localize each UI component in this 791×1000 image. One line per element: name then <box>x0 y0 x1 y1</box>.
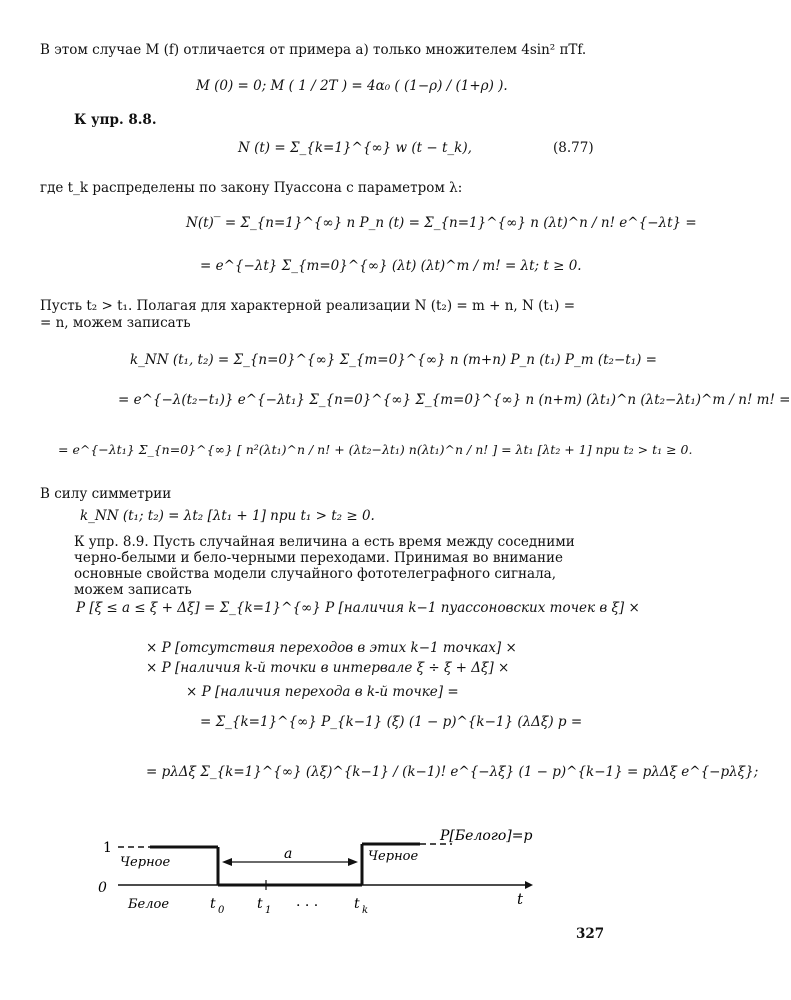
equation-mean-2: = e^{−λt} Σ_{m=0}^{∞} (λt) (λt)^m / m! = λt; t ≥ 0. <box>200 258 582 274</box>
interval-arrow-left-head <box>222 858 232 866</box>
equation-8-77: N (t) = Σ_{k=1}^{∞} w (t − t_k), <box>238 140 472 156</box>
level-one-label: 1 <box>103 840 112 856</box>
black-label-right: Черное <box>368 849 419 864</box>
equation-mean-1: N(t)‾ = Σ_{n=1}^{∞} n P_n (t) = Σ_{n=1}^{∞} n (λt)^n / n! e^{−λt} = <box>186 215 697 231</box>
equation-prob-5: = Σ_{k=1}^{∞} P_{k−1} (ξ) (1 − p)^{k−1} (λΔξ) p = <box>200 714 583 730</box>
exercise-text-8-9: К упр. 8.9. Пусть случайная величина a есть время между соседними черно-белыми и бело-черными переходами. Принимая во внимание основные свойства модели случайного фототелеграфного сигнала, можем записать <box>74 534 575 598</box>
equation-prob-6: = pλΔξ Σ_{k=1}^{∞} (λξ)^{k−1} / (k−1)! e^{−λξ} (1 − p)^{k−1} = pλΔξ e^{−pλξ}; <box>146 764 759 780</box>
equation-prob-1: P [ξ ≤ a ≤ ξ + Δξ] = Σ_{k=1}^{∞} P [наличия k−1 пуассоновских точек в ξ] × <box>76 600 640 616</box>
equation-knn-symmetric: k_NN (t₁; t₂) = λt₂ [λt₁ + 1] при t₁ > t₂ ≥ 0. <box>80 508 375 524</box>
page-number: 327 <box>576 926 605 942</box>
tick-label-t0: t <box>210 896 216 912</box>
equation-m0: M (0) = 0; M ( 1 / 2T ) = 4α₀ ( (1−ρ) / (1+ρ) ). <box>196 78 508 94</box>
equation-knn-2: = e^{−λ(t₂−t₁)} e^{−λt₁} Σ_{n=0}^{∞} Σ_{m=0}^{∞} n (n+m) (λt₁)^n (λt₂−λt₁)^m / n! m! = <box>118 392 791 408</box>
exercise-heading-8-8: К упр. 8.8. <box>74 112 157 128</box>
equation-prob-3: × P [наличия k-й точки в интервале ξ ÷ ξ + Δξ] × <box>146 660 510 676</box>
probability-label: P[Белого]=p <box>440 828 533 844</box>
tick-ellipsis: . . . <box>296 894 319 910</box>
interval-arrow-right-head <box>348 858 358 866</box>
black-label-left: Черное <box>120 855 171 870</box>
axis-arrowhead <box>525 881 533 889</box>
text-line-symmetry: В силу симметрии <box>40 486 172 502</box>
equation-knn-3: = e^{−λt₁} Σ_{n=0}^{∞} [ n²(λt₁)^n / n! + (λt₂−λt₁) n(λt₁)^n / n! ] = λt₁ [λt₂ + 1] при t₂ > t₁ ≥ 0. <box>58 442 693 457</box>
white-label: Белое <box>128 897 170 912</box>
tick-sub-k: k <box>362 905 369 916</box>
tick-sub-1: 1 <box>265 905 272 916</box>
text-line-assume: Пусть t₂ > t₁. Полагая для характерной реализации N (t₂) = m + n, N (t₁) = <box>40 298 576 314</box>
text-line-1: В этом случае M (f) отличается от примера а) только множителем 4sin² πTf. <box>40 42 587 58</box>
interval-label: a <box>284 846 293 862</box>
text-line-write: = n, можем записать <box>40 315 191 331</box>
equation-prob-2: × P [отсутствия переходов в этих k−1 точках] × <box>146 640 517 656</box>
level-zero-label: 0 <box>98 880 107 896</box>
equation-number-8-77: (8.77) <box>553 140 594 156</box>
tick-label-t1: t <box>257 896 263 912</box>
equation-prob-4: × P [наличия перехода в k-й точке] = <box>186 684 459 700</box>
axis-label-t: t <box>517 890 524 908</box>
tick-label-tk: t <box>354 896 360 912</box>
tick-sub-0: 0 <box>218 905 225 916</box>
equation-knn-1: k_NN (t₁, t₂) = Σ_{n=0}^{∞} Σ_{m=0}^{∞} n (m+n) P_n (t₁) P_m (t₂−t₁) = <box>130 352 657 368</box>
text-line-poisson: где t_k распределены по закону Пуассона с параметром λ: <box>40 180 463 196</box>
